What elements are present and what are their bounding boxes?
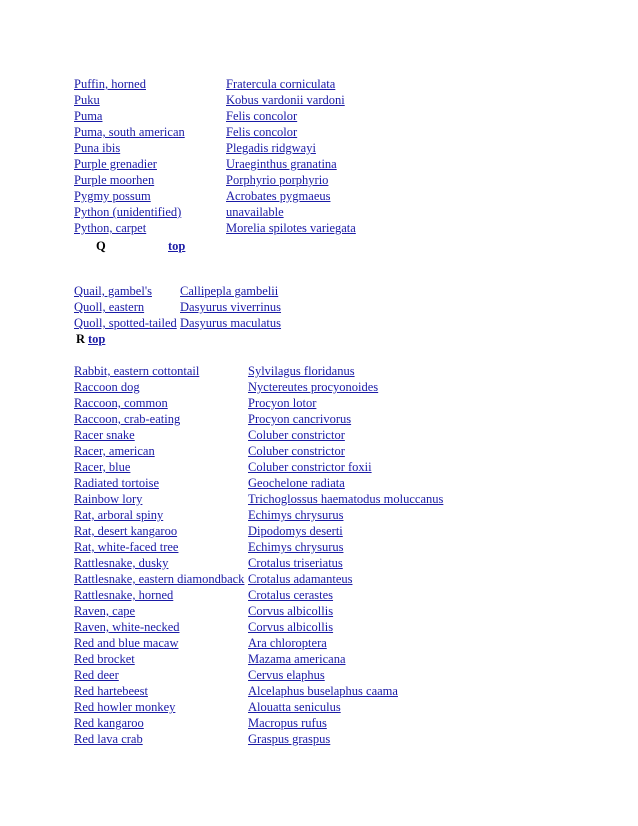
scientific-name-link[interactable]: Crotalus cerastes: [248, 588, 334, 602]
top-link-q[interactable]: top: [168, 239, 186, 253]
common-name-link[interactable]: Python, carpet: [74, 221, 147, 235]
scientific-name-link[interactable]: Crotalus adamanteus: [248, 572, 353, 586]
scientific-name-link[interactable]: Coluber constrictor: [248, 428, 345, 442]
section-letter-r: R: [76, 332, 86, 346]
scientific-name-link[interactable]: Felis concolor: [226, 109, 298, 123]
common-name-link[interactable]: Red deer: [74, 668, 119, 682]
scientific-name-link[interactable]: Echimys chrysurus: [248, 508, 344, 522]
common-name-link[interactable]: Red kangaroo: [74, 716, 144, 730]
scientific-name-link[interactable]: Mazama americana: [248, 652, 346, 666]
scientific-name-link[interactable]: Felis concolor: [226, 125, 298, 139]
common-name-link[interactable]: Red brocket: [74, 652, 135, 666]
scientific-name-link[interactable]: Morelia spilotes variegata: [226, 221, 356, 235]
scientific-name-link[interactable]: Sylvilagus floridanus: [248, 364, 355, 378]
scientific-name-link[interactable]: Dipodomys deserti: [248, 524, 343, 538]
common-name-link[interactable]: Racer snake: [74, 428, 135, 442]
common-name-link[interactable]: Purple grenadier: [74, 157, 157, 171]
scientific-name-link[interactable]: unavailable: [226, 205, 284, 219]
scientific-name-link[interactable]: Coluber constrictor: [248, 444, 345, 458]
common-name-link[interactable]: Puffin, horned: [74, 77, 146, 91]
scientific-name-link[interactable]: Procyon cancrivorus: [248, 412, 352, 426]
common-name-link[interactable]: Raccoon, crab-eating: [74, 412, 181, 426]
scientific-name-link[interactable]: Dasyurus maculatus: [180, 316, 282, 330]
common-name-link[interactable]: Racer, american: [74, 444, 155, 458]
common-name-link[interactable]: Raven, white-necked: [74, 620, 180, 634]
scientific-name-link[interactable]: Uraeginthus granatina: [226, 157, 337, 171]
scientific-name-link[interactable]: Alouatta seniculus: [248, 700, 341, 714]
scientific-name-link[interactable]: Geochelone radiata: [248, 476, 345, 490]
common-name-link[interactable]: Rattlesnake, horned: [74, 588, 174, 602]
scientific-name-link[interactable]: Plegadis ridgwayi: [226, 141, 316, 155]
scientific-name-link[interactable]: Corvus albicollis: [248, 620, 334, 634]
common-name-link[interactable]: Radiated tortoise: [74, 476, 160, 490]
common-name-link[interactable]: Purple moorhen: [74, 173, 155, 187]
scientific-name-link[interactable]: Ara chloroptera: [248, 636, 327, 650]
scientific-name-link[interactable]: Cervus elaphus: [248, 668, 325, 682]
common-name-link[interactable]: Red lava crab: [74, 732, 143, 746]
common-name-link[interactable]: Rat, white-faced tree: [74, 540, 179, 554]
scientific-name-link[interactable]: Procyon lotor: [248, 396, 317, 410]
common-name-link[interactable]: Puna ibis: [74, 141, 121, 155]
section-letter-q: Q: [96, 239, 106, 253]
common-name-link[interactable]: Puku: [74, 93, 100, 107]
scientific-name-link[interactable]: Kobus vardonii vardoni: [226, 93, 345, 107]
common-name-link[interactable]: Raven, cape: [74, 604, 136, 618]
common-name-link[interactable]: Quoll, spotted-tailed: [74, 316, 177, 330]
scientific-name-link[interactable]: Coluber constrictor foxii: [248, 460, 372, 474]
common-name-link[interactable]: Raccoon, common: [74, 396, 168, 410]
scientific-name-link[interactable]: Callipepla gambelii: [180, 284, 279, 298]
scientific-name-link[interactable]: Acrobates pygmaeus: [226, 189, 331, 203]
common-name-link[interactable]: Rat, arboral spiny: [74, 508, 164, 522]
common-name-link[interactable]: Quoll, eastern: [74, 300, 145, 314]
scientific-name-link[interactable]: Porphyrio porphyrio: [226, 173, 329, 187]
common-name-link[interactable]: Python (unidentified): [74, 205, 182, 219]
common-name-link[interactable]: Rat, desert kangaroo: [74, 524, 178, 538]
scientific-name-link[interactable]: Echimys chrysurus: [248, 540, 344, 554]
scientific-name-link[interactable]: Graspus graspus: [248, 732, 331, 746]
scientific-name-link[interactable]: Nyctereutes procyonoides: [248, 380, 379, 394]
common-name-link[interactable]: Rabbit, eastern cottontail: [74, 364, 200, 378]
scientific-name-link[interactable]: Crotalus triseriatus: [248, 556, 343, 570]
scientific-name-link[interactable]: Corvus albicollis: [248, 604, 334, 618]
common-name-link[interactable]: Raccoon dog: [74, 380, 140, 394]
common-name-link[interactable]: Rainbow lory: [74, 492, 143, 506]
common-name-link[interactable]: Puma: [74, 109, 103, 123]
scientific-name-link[interactable]: Alcelaphus buselaphus caama: [248, 684, 398, 698]
common-name-link[interactable]: Puma, south american: [74, 125, 185, 139]
common-name-link[interactable]: Quail, gambel's: [74, 284, 152, 298]
common-name-link[interactable]: Pygmy possum: [74, 189, 151, 203]
scientific-name-link[interactable]: Macropus rufus: [248, 716, 327, 730]
scientific-name-link[interactable]: Trichoglossus haematodus moluccanus: [248, 492, 444, 506]
common-name-link[interactable]: Rattlesnake, dusky: [74, 556, 169, 570]
top-link-r[interactable]: top: [88, 332, 106, 346]
scientific-name-link[interactable]: Fratercula corniculata: [226, 77, 336, 91]
scientific-name-link[interactable]: Dasyurus viverrinus: [180, 300, 282, 314]
common-name-link[interactable]: Rattlesnake, eastern diamondback: [74, 572, 245, 586]
common-name-link[interactable]: Red and blue macaw: [74, 636, 179, 650]
common-name-link[interactable]: Red howler monkey: [74, 700, 176, 714]
common-name-link[interactable]: Red hartebeest: [74, 684, 148, 698]
common-name-link[interactable]: Racer, blue: [74, 460, 131, 474]
